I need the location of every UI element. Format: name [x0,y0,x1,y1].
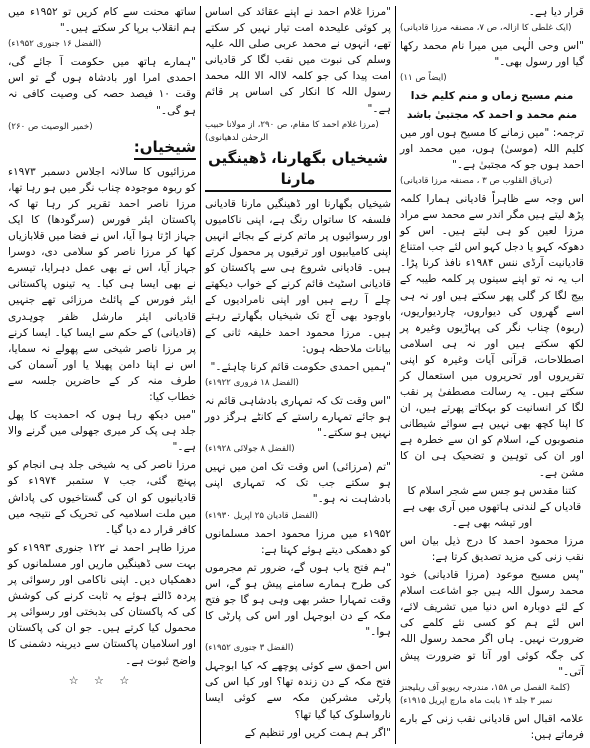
paragraph: مرزا ناصر کی یہ شیخی جلد ہی انجام کو پہنچ گئی، جب ۷ ستمبر ۱۹۷۴ء کو قادیانیوں کو ان کی گستاخیوں کی پاداش میں ملت اسلامیہ کی تحریک کے نتیجہ میں کافر قرار دے دیا گیا۔ [8,459,196,536]
section-heading [8,137,196,160]
quote: "مرزا غلام احمد نے اپنے عقائد کی اساس پر کوئی علیحدہ امت تیار نہیں کر سکتے تھے، انہوں نے محمد عربی صلی اللہ علیہ وسلم کی نبوت میں نقب لگا کر قادیانی امت پیدا کی جو کلمہ لاالہ الا اللہ محمد رسول اللہ کا انکار کی اساس پر قائم ہے۔" [205,6,391,115]
paragraph: مرزا محمود احمد کا درج ذیل بیان اس نقب زنی کی مزید تصدیق کرتا ہے: [400,534,584,563]
paragraph: اس احمق سے کوئی پوچھے کہ کیا ابوجہل فتح مکہ کے دن زندہ تھا؟ اور کیا اس کی پارٹی مشرکین مکہ سے کوئی ایسا نارواسلوک کیا گیا تھا؟ [205,660,391,721]
section-heading-text: شیخیاں: [134,137,196,160]
citation: (خمیر الوصیت ص ۲۶۰) [8,121,93,132]
citation: (الفضل قادیان ۲۵ اپریل ۱۹۳۰ء) [205,510,319,521]
quote: "میں دیکھ رہا ہوں کہ احمدیت کا پھل جلد ہی پک کر میری جھولی میں گرنے والا ہے۔" [8,409,196,454]
paragraph: قرار دیا ہے۔ [528,6,584,18]
citation: (الفضل ۸ جولائی ۱۹۲۸ء) [205,444,295,455]
quote: "تم (مرزائی) اس وقت تک امن میں نہیں ہو سکتے جب تک کہ تمہاری اپنی بادشاہت نہ ہو۔" [205,461,391,506]
poem-line: منم محمد و احمد کہ مجتبیٰ باشد [406,108,578,121]
column-right [396,4,586,746]
quote: "اس وقت تک کہ تمہاری بادشاہی قائم نہ ہو جائے تمہارے راستے کے کانٹے ہرگز دور نہیں ہو سکتے۔" [205,394,391,440]
section-heading-text: شیخیاں بگھارنا، ڈھینگیں مارنا [205,148,391,192]
citation: (کلمۃ الفصل ص ۱۵۸، مندرجہ ریویو آف ریلیجنز نمبر ۳ جلد ۱۴ بابت ماہ مارچ اپریل ۱۹۱۵ء) [400,682,570,706]
quote: "ہمیں احمدی حکومت قائم کرنا چاہئے۔" [210,360,391,373]
quote: "اگر ہم ہمت کریں اور تنظیم کے [244,726,391,739]
poem-line: منم مسیح زماں و منم کلیم خدا [410,90,574,103]
quote: "پس مسیح موعود (مرزا قادیانی) خود محمد رسول اللہ ہیں جو اشاعت اسلام کے لئے دوبارہ اس دنیا میں تشریف لائے، اس لئے ہم کو کسی نئے کلمے کی ضرورت نہیں۔ ہاں اگر محمد رسول اللہ کی جگہ کوئی اور آتا تو ضرورت پیش آتی۔" [400,569,584,678]
end-stars: ☆ ☆ ☆ [68,673,136,687]
column-middle [201,4,395,746]
citation: (تریاق القلوب ص ۳ ، مصنفہ مرزا قادیانی) [400,175,553,186]
citation: (الفضل ۳ جنوری ۱۹۵۲ء) [205,643,294,654]
quote: "اس وحی الٰہی میں میرا نام محمد رکھا گیا اور رسول بھی۔" [400,40,584,69]
citation: (ایضاً ص ۱۱) [400,73,447,84]
citation: (مرزا غلام احمد کا مقام، ص ۲۹۰، از مولانا حبیب الرحمٰن لدھیانوی) [205,119,379,143]
translation: ترجمہ: "میں زمانے کا مسیح ہوں اور میں کلیم اللہ (موسیٰ) ہوں، میں محمد اور احمد ہوں جو کہ مجتبیٰ ہے۔" [400,126,584,171]
paragraph: ۱۹۵۲ء میں مرزا محمود احمد مسلمانوں کو دھمکی دیتے ہوئے کہتا ہے: [205,527,391,556]
section-heading [205,148,391,192]
column-left [6,4,200,746]
poem-verse: کتنا مقدس ہو جس سے شجر اسلام کا قادیاں کے لندنی ہاتھوں میں آری بھی ہے اور تیشہ بھی ہے۔ [402,484,582,529]
citation: (الفضل ۱۸ فروری ۱۹۲۲ء) [205,377,299,388]
quote: "ہمارے ہاتھ میں حکومت آ جائے گی، احمدی امرا اور بادشاہ ہوں گے تو اس وقت ۱۰ فیصد حصہ کی وصیت کافی نہ ہو گی۔" [8,56,197,117]
citation: (الفضل ۱۶ جنوری ۱۹۵۲ء) [8,39,102,50]
paragraph: علامہ اقبال اس قادیانی نقب زنی کے بارے فرماتے ہیں: [400,712,584,741]
paragraph: مرزا طاہر احمد نے ۱۲۲ جنوری ۱۹۹۳ء کو بہت سی ڈھینگیں ماریں اور مسلمانوں کو دھمکیاں دیں۔ اپنی ناکامی اور رسوائی پر پردہ ڈالتے ہوئے یہ ثابت کرنے کی کوشش کی کہ پاکستان کی بدبختی اور رسوائی پر محمول کیا کرتے ہیں۔ جو ان کی پاکستان اور اسلامیان پاکستان سے دیرینہ دشمنی کا واضح ثبوت ہے۔ [8,541,196,667]
paragraph: شیخیاں بگھارنا اور ڈھینگیں مارنا قادیانی فلسفہ کا ساتواں رنگ ہے، اپنی ناکامیوں اور رسوائیوں پر ماتم کرنے کے بجائے انہیں اپنی کامیابیوں اور ترقیوں پر محمول کرتے ہیں۔ قادیانی شروع ہی سے پاکستان کو قادیانی اسٹیٹ قائم کرنے کے خواب دیکھتے چلے آ رہے ہیں اور اپنی نامرادیوں کے باوجود بھی آج تک شیخیاں بگھارتے رہتے ہیں۔ مرزا محمود احمد خلیفہ ثانی کے بیانات ملاحظہ ہوں: [205,197,391,355]
paragraph: مرزائیوں کا سالانہ اجلاس دسمبر ۱۹۷۳ء کو ربوہ موجودہ چناب نگر میں ہو رہا تھا، مرزا ناصر احمد تقریر کر رہا تھا کہ پاکستان ایئر فورس (سرگودھا) کا ایک جہاز اڑتا ہوا آیا، اس نے فضا میں قلابازیاں کھا کر مرزا ناصر کو سلامی دی، دوسرا جہاز آیا، اس نے بھی عمل دہرایا، تیسرے نے بھی ایسا ہی کیا۔ یہ تینوں پاکستانی ایئر فورس کے پائلٹ مرزائی تھے جنہیں قادیانی ایئر مارشل ظفر چوہدری (قادیانی) کے حکم سے ایسا کیا۔ ایسا کرنے پر مرزا ناصر شیخی سے پھولے نہ سمایا، اس نے اپنا دامن پھیلا یا اور آسمان کی طرف منہ کر کے حاضرین جلسہ سے خطاب کیا: [8,165,196,403]
quote: ساتھ محنت سے کام کریں تو ۱۹۵۲ء میں ہم انقلاب برپا کر سکتے ہیں۔" [8,6,196,35]
paragraph: اس وجہ سے ظاہراً قادیانی ہمارا کلمہ پڑھ لیتے ہیں مگر اندر سے محمد سے مراد مرزا لعین کو ہی لیتے ہیں۔ اس کو دھوکہ کہو یا دجل کہو اس لئے جب امتناع قادیانیت آرڈی ننس ۱۹۸۴ء نافذ کرنا پڑا۔ اب یہ نہ تو اپنے سینوں پر کلمہ طیبہ کے بیج لگا کر گلی پھر سکتے ہیں اور نہ ہی اسے گھروں کی دیواروں، چاردیواریوں، (ربوہ) چناب نگر کی پہاڑیوں وغیرہ پر لکھ سکتے ہیں اور نہ ہی اسلامی اصطلاحات، قرآنی آیات وغیرہ کو اپنی تقریروں اور تحریروں میں استعمال کر سکتے ہیں۔ یہ رسالت مصطفیٰ پر نقب لگا کر انسانیت کو بہکاتے پھرتے ہیں، ان کا اپنا کچھ بھی نہیں ہے سوائے شیطانی منصوبوں کے، اسلام کو ان سے خطرہ ہے اور ان کی توہین و تضحیک ہی ان کا مشن ہے۔ [400,192,584,479]
citation: (ایک غلطی کا ازالہ، ص ۷، مصنفہ مرزا قادیانی) [400,23,572,34]
quote: "ہم فتح یاب ہوں گے، ضرور تم مجرموں کی طرح ہمارے سامنے پیش ہو گے، اس وقت تمہارا حشر بھی وہی ہو گا جو فتح مکہ کے دن ابوجہل اور اس کی پارٹی کا ہوا۔" [205,561,391,639]
